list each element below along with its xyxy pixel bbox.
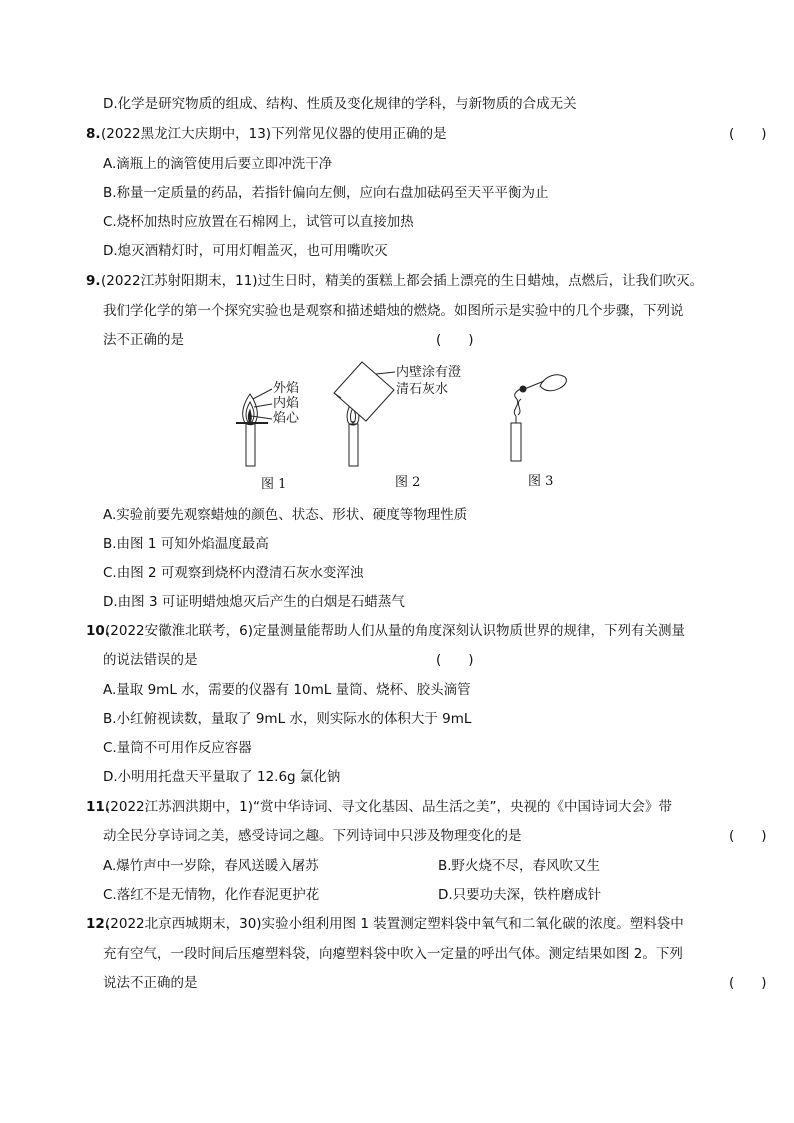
q9-stem-line3: 法不正确的是 (103, 332, 184, 348)
q8-stem: (2022黑龙江大庆期中，13)下列常见仪器的使用正确的是 (101, 126, 447, 142)
q11-stem-line2: 动全民分享诗词之美，感受诗词之趣。下列诗词中只涉及物理变化的是 (103, 828, 522, 844)
q9-option-b: B.由图 1 可知外焰温度最高 (103, 536, 269, 552)
q11-option-c: C.落红不是无情物，化作春泥更护花 (103, 887, 320, 903)
fig2-caption: 图 2 (395, 475, 421, 490)
q12-answer-paren: ( ) (729, 975, 767, 991)
q9-answer-paren: ( ) (436, 332, 474, 348)
q12-stem-line3: 说法不正确的是 (103, 975, 198, 991)
q9-number: 9. (86, 273, 101, 289)
q10-option-b: B.小红俯视读数，量取了 9mL 水，则实际水的体积大于 9mL (103, 711, 472, 727)
q7-option-d: D.化学是研究物质的组成、结构、性质及变化规律的学科，与新物质的合成无关 (103, 96, 577, 112)
q9-option-a: A.实验前要先观察蜡烛的颜色、状态、形状、硬度等物理性质 (103, 507, 468, 523)
q11-answer-paren: ( ) (729, 828, 767, 844)
q11-stem-line1: (2022江苏泗洪期中，1)“赏中华诗词、寻文化基因、品生活之美”，央视的《中国诗词大会》带 (105, 799, 672, 815)
q10-number: 10. (86, 623, 110, 639)
q11-option-d: D.只要功夫深，铁杵磨成针 (438, 887, 602, 903)
q10-stem-line1: (2022安徽淮北联考，6)定量测量能帮助人们从量的角度深刻认识物质世界的规律，下列有关测量 (105, 623, 685, 639)
q10-option-d: D.小明用托盘天平量取了 12.6g 氯化钠 (103, 769, 341, 785)
q12-stem-line2: 充有空气，一段时间后压瘪塑料袋，向瘪塑料袋中吹入一定量的呼出气体。测定结果如图 2。下列 (103, 946, 683, 962)
fig2-label-line1: 内壁涂有澄 (396, 365, 462, 380)
fig3-caption: 图 3 (528, 474, 554, 489)
fig2-label-line2: 清石灰水 (396, 382, 449, 397)
fig1-outer-flame-label: 外焰 (273, 381, 300, 396)
q10-option-c: C.量筒不可用作反应容器 (103, 740, 252, 756)
q9-stem-line1: (2022江苏射阳期末，11)过生日时，精美的蛋糕上都会插上漂亮的生日蜡烛，点燃后，让我们吹灭。 (101, 273, 704, 289)
q8-option-d: D.熄灭酒精灯时，可用灯帽盖灭，也可用嘴吹灭 (103, 243, 388, 259)
q10-option-a: A.量取 9mL 水，需要的仪器有 10mL 量筒、烧杯、胶头滴管 (103, 682, 471, 698)
q12-number: 12. (86, 916, 110, 932)
fig1-caption: 图 1 (261, 477, 287, 492)
q11-option-b: B.野火烧不尽，春风吹又生 (438, 858, 601, 874)
q11-number: 11. (86, 799, 110, 815)
q8-option-b: B.称量一定质量的药品，若指针偏向左侧，应向右盘加砝码至天平平衡为止 (103, 185, 549, 201)
q9-option-c: C.由图 2 可观察到烧杯内澄清石灰水变浑浊 (103, 565, 364, 581)
fig1-core-flame-label: 焰心 (273, 411, 300, 426)
q8-number: 8. (86, 126, 101, 142)
q11-option-a: A.爆竹声中一岁除，春风送暖入屠苏 (103, 858, 319, 874)
q10-answer-paren: ( ) (436, 652, 474, 668)
q8-option-c: C.烧杯加热时应放置在石棉网上，试管可以直接加热 (103, 214, 414, 230)
q9-option-d: D.由图 3 可证明蜡烛熄灭后产生的白烟是石蜡蒸气 (103, 594, 405, 610)
q8-option-a: A.滴瓶上的滴管使用后要立即冲洗干净 (103, 156, 333, 172)
fig1-inner-flame-label: 内焰 (273, 396, 300, 411)
q10-stem-line2: 的说法错误的是 (103, 652, 198, 668)
q8-answer-paren: ( ) (729, 126, 767, 142)
q12-stem-line1: (2022北京西城期末，30)实验小组利用图 1 装置测定塑料袋中氧气和二氧化碳的浓度。塑料袋中 (105, 916, 684, 932)
q9-stem-line2: 我们学化学的第一个探究实验也是观察和描述蜡烛的燃烧。如图所示是实验中的几个步骤，下列说 (103, 303, 684, 319)
